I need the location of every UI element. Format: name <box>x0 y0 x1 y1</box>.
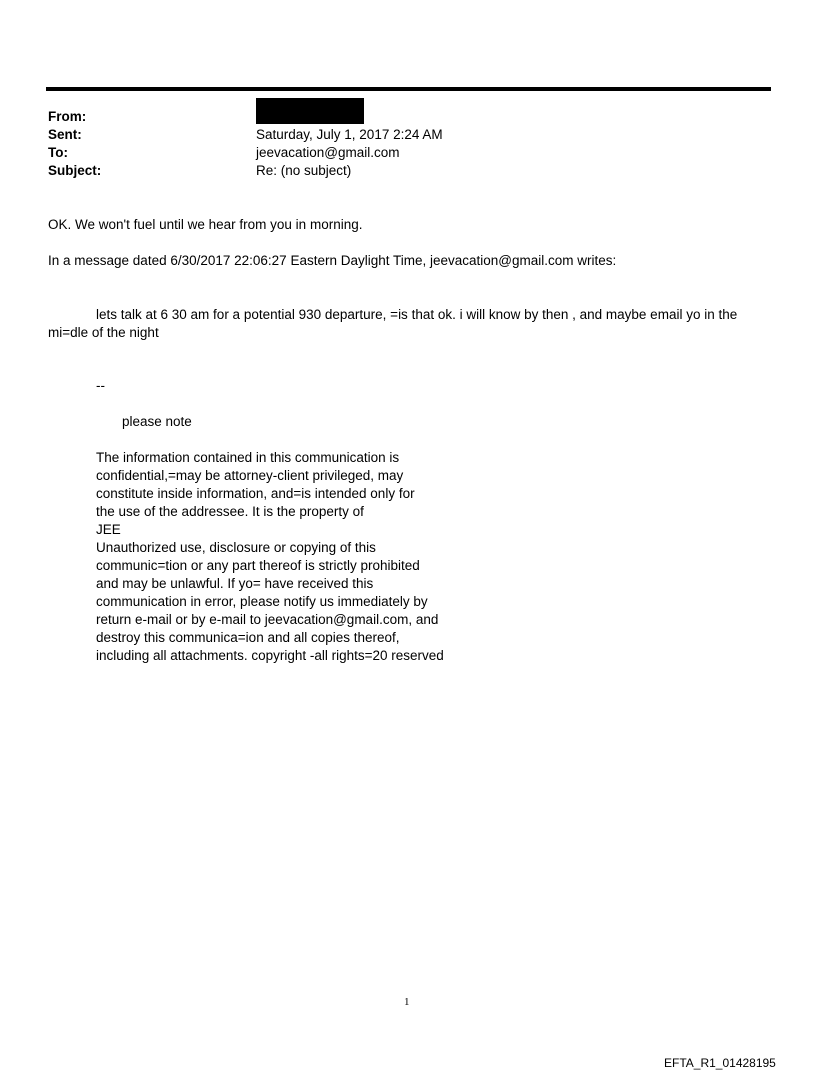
disclaimer-line: communic=tion or any part thereof is strictly prohibited <box>96 558 420 573</box>
disclaimer-line: return e-mail or by e-mail to jeevacation@gmail.com, and <box>96 612 439 627</box>
reply-line: OK. We won't fuel until we hear from you in morning. <box>48 217 363 232</box>
disclaimer-line: The information contained in this communication is <box>96 450 400 465</box>
disclaimer-line: confidential,=may be attorney-client privileged, may <box>96 468 404 483</box>
quote-intro: In a message dated 6/30/2017 22:06:27 Eastern Daylight Time, jeevacation@gmail.com writes: <box>48 253 617 268</box>
disclaimer-line: the use of the addressee. It is the property of <box>96 504 364 519</box>
subject-value: Re: (no subject) <box>256 163 352 178</box>
from-label: From: <box>48 109 87 124</box>
page-number: 1 <box>404 996 410 1008</box>
to-label: To: <box>48 145 68 160</box>
disclaimer-line: destroy this communica=ion and all copies thereof, <box>96 630 400 645</box>
disclaimer-line: JEE <box>96 522 121 537</box>
sent-label: Sent: <box>48 127 82 142</box>
disclaimer-line: communication in error, please notify us immediately by <box>96 594 428 609</box>
to-value: jeevacation@gmail.com <box>256 145 400 160</box>
quoted-line-2: mi=dle of the night <box>48 325 159 340</box>
disclaimer-line: Unauthorized use, disclosure or copying of this <box>96 540 376 555</box>
sent-value: Saturday, July 1, 2017 2:24 AM <box>256 127 443 142</box>
redacted-sender <box>256 98 364 124</box>
disclaimer-line: constitute inside information, and=is intended only for <box>96 486 415 501</box>
disclaimer-line: and may be unlawful. If yo= have received this <box>96 576 374 591</box>
document-id: EFTA_R1_01428195 <box>664 1056 776 1070</box>
disclaimer-line: including all attachments. copyright -all rights=20 reserved <box>96 648 444 663</box>
signature-separator: -- <box>96 378 105 393</box>
quoted-line-1: lets talk at 6 30 am for a potential 930 departure, =is that ok. i will know by then , and maybe email yo in the <box>96 307 738 322</box>
header-rule <box>46 87 771 91</box>
disclaimer <box>96 449 444 665</box>
please-note: please note <box>122 414 192 429</box>
subject-label: Subject: <box>48 163 102 178</box>
